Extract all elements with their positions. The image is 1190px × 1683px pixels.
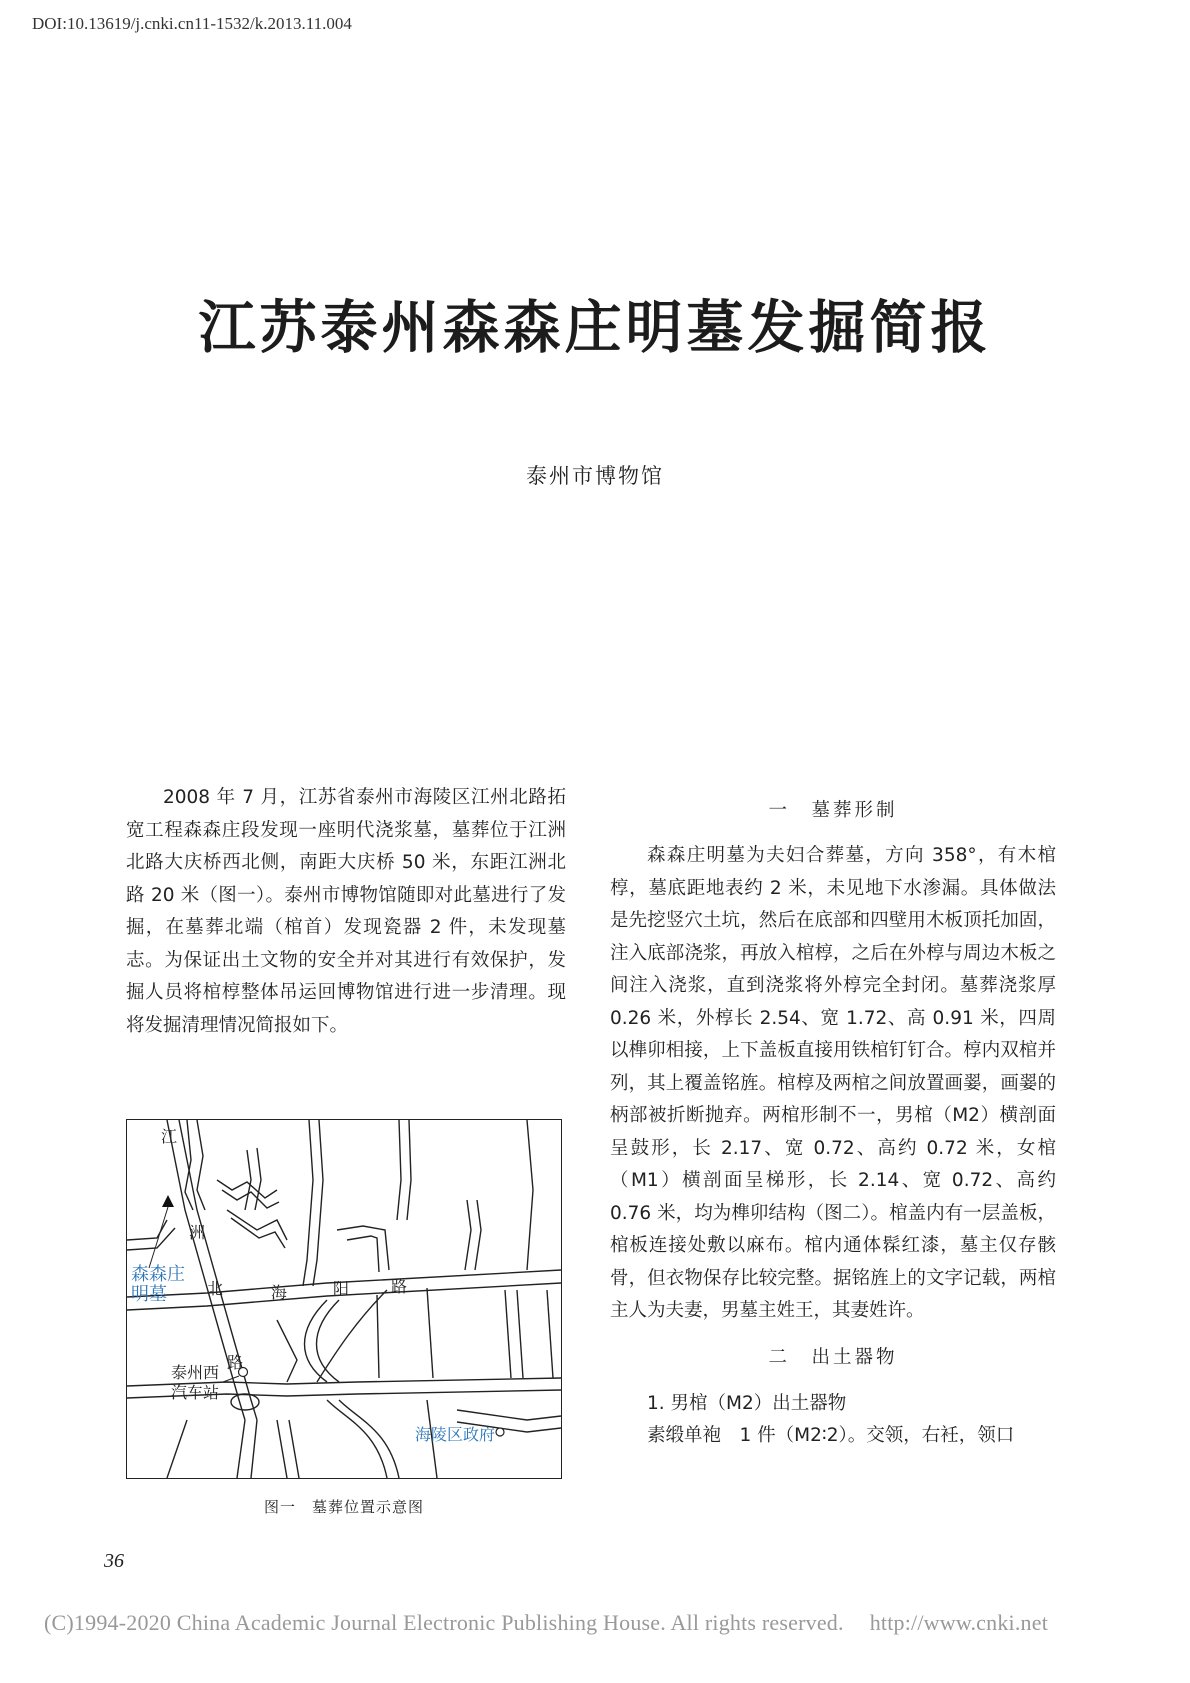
doi-line: DOI:10.13619/j.cnki.cn11-1532/k.2013.11.004 (32, 14, 352, 33)
article-author: 泰州市博物馆 (526, 464, 664, 488)
map-label-site-2: 明墓 (131, 1284, 167, 1305)
roundabout (231, 1394, 259, 1410)
map-label-lu2: 路 (391, 1277, 408, 1296)
map-label-hai: 海 (271, 1283, 288, 1302)
map-label-site-1: 森森庄 (131, 1264, 185, 1285)
article-title: 江苏泰州森森庄明墓发掘简报 (198, 295, 992, 361)
footer-copyright: (C)1994-2020 China Academic Journal Electronic Publishing House. All rights reserved. (44, 1610, 844, 1635)
tomb-site-marker (162, 1195, 174, 1207)
footer-url[interactable]: http://www.cnki.net (869, 1610, 1049, 1635)
section-2-subheading: 1. 男棺（M2）出土器物 (647, 1392, 847, 1414)
map-label-bei: 北 (207, 1279, 224, 1298)
map-drawing (127, 1120, 561, 1478)
section-2-heading: 二 出土器物 (768, 1346, 898, 1368)
right-column (610, 782, 1056, 1453)
figure-caption: 图一 墓葬位置示意图 (263, 1498, 424, 1516)
intro-paragraph: 2008 年 7 月，江苏省泰州市海陵区江州北路拓宽工程森森庄段发现一座明代浇浆墓，墓葬位于江洲北路大庆桥西北侧，南距大庆桥 50 米，东距江洲北路 20 米（图一）。泰州市博物馆随即对此墓进行了发掘，在墓葬北端（棺首）发现瓷器 2 件，未发现墓志。为保证出土文物的安全并对其进行有效保护，发掘人员将棺椁整体吊运回博物馆进行进一步清理。现将发掘清理情况简报如下。 (126, 787, 566, 1036)
page-number: 36 (104, 1550, 124, 1572)
location-map (126, 1119, 562, 1479)
map-label-zhou: 洲 (189, 1223, 206, 1242)
map-label-gov: 海陵区政府 (415, 1425, 496, 1444)
map-label-jiang: 江 (161, 1127, 178, 1146)
left-column (126, 782, 566, 1042)
map-label-station-2: 汽车站 (171, 1383, 220, 1402)
map-label-yang: 阳 (333, 1279, 350, 1298)
map-label-lu: 路 (227, 1353, 244, 1372)
map-label-station-1: 泰州西 (171, 1363, 220, 1382)
gov-marker (496, 1428, 504, 1436)
section-1-heading: 一 墓葬形制 (768, 800, 898, 821)
section-2-item-1: 素缎单袍 1 件（M2∶2）。交领，右衽，领口 (647, 1425, 1015, 1446)
footer (44, 1610, 1048, 1636)
section-1-body: 森森庄明墓为夫妇合葬墓，方向 358°，有木棺椁，墓底距地表约 2 米，未见地下水渗漏。具体做法是先挖竖穴土坑，然后在底部和四壁用木板顶托加固，注入底部浇浆，再放入棺椁，之后在外椁与周边木板之间注入浇浆，直到浇浆将外椁完全封闭。墓葬浇浆厚 0.26 米，外椁长 2.54、宽 1.72、高 0.91 米，四周以榫卯相接，上下盖板直接用铁棺钉钉合。椁内双棺并列，其上覆盖铭旌。棺椁及两棺之间放置画翣，画翣的柄部被折断抛弃。两棺形制不一，男棺（M2）横剖面呈鼓形，长 2.17、宽 0.72、高约 0.72 米，女棺（M1）横剖面呈梯形，长 2.14、宽 0.72、高约 0.76 米，均为榫卯结构（图二）。棺盖内有一层盖板，棺板连接处敷以麻布。棺内通体髹红漆，墓主仅存骸骨，但衣物保存比较完整。据铭旌上的文字记载，两棺主人为夫妻，男墓主姓王，其妻姓许。 (610, 845, 1056, 1321)
